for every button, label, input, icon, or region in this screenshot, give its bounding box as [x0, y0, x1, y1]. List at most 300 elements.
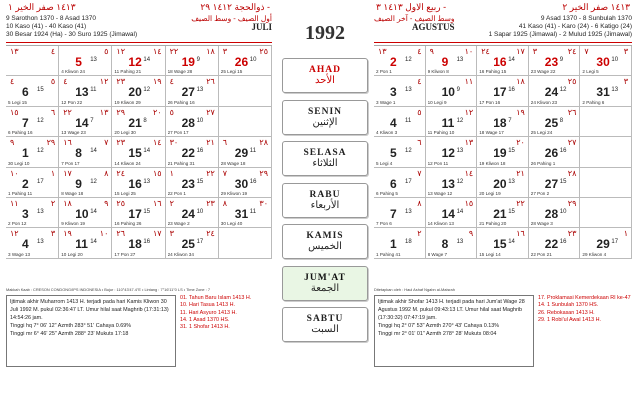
day-cell [580, 46, 632, 76]
day-cell [374, 137, 426, 167]
javanese-date: 10 Legi 20 [61, 251, 83, 257]
event-item: 14. 1 Asad 1370 HS. [180, 316, 230, 323]
event-item: 14. 1 Sunbulah 1370 HS. [538, 302, 599, 309]
note-line: Agustus 1992 M. pukul 09:43:13 LT. Umur hilal saat Maghrib [378, 307, 523, 313]
pasaran-number: 10 [196, 208, 204, 215]
javanese-date: 18 Wage 28 [167, 69, 193, 75]
hijri-date-alt: ١٨ [63, 198, 72, 208]
hijri-date-alt: ٩ [429, 47, 434, 56]
pasaran-number: 8 [143, 117, 147, 124]
javanese-date: 11 Pahing 21 [114, 69, 142, 75]
day-cell [477, 137, 529, 167]
javanese-date: 8 Wage 7 [427, 251, 448, 257]
day-cell [166, 228, 219, 258]
gregorian-date: 22 [544, 237, 559, 252]
hijri-header [6, 0, 272, 13]
javanese-date: 29 Kliwon 19 [220, 190, 248, 196]
javanese-date: 28 Wage 3 [530, 221, 553, 227]
hijri-date-alt: ٢٤ [481, 47, 490, 56]
javanese-date: 1 Pahing 11 [8, 190, 33, 196]
javanese-date: 30 Legi 40 [220, 221, 243, 227]
hijri-date: ٣ [50, 229, 56, 239]
day-cell [374, 107, 426, 137]
hijri-date: ١٥ [464, 198, 474, 208]
pasaran-number: 12 [143, 87, 151, 94]
hijri-date-alt: ١٩ [63, 229, 72, 239]
pasaran-number: 11 [249, 208, 257, 215]
day-cell [580, 168, 632, 198]
gregorian-date: 5 [390, 146, 397, 161]
hijri-date: ٧ [417, 168, 422, 178]
note-line: Ijtimak akhir Shofar 1413 H. terjadi pada hari Jum'at Wage 28 [378, 299, 525, 305]
day-cell [580, 137, 632, 167]
gregorian-date: 11 [75, 237, 88, 252]
pasaran-number: 12 [559, 87, 567, 94]
javanese-date: 26 Pahing 1 [530, 160, 556, 166]
hijri-date-alt: ١٢ [116, 47, 125, 56]
gregorian-date: 2 [22, 176, 29, 191]
javanese-date: 15 Legi 25 [114, 190, 136, 196]
pasaran-number: 14 [143, 148, 151, 155]
hijri-date-alt: ١ [169, 168, 174, 178]
day-cell [477, 228, 529, 258]
javanese-date: 14 Kliwon 24 [114, 160, 141, 166]
gregorian-date: 12 [128, 55, 142, 69]
hijri-date: ٨ [417, 198, 422, 208]
hijri-date: ٢٩ [46, 138, 56, 148]
day-cell [166, 46, 219, 76]
pasaran-number: 13 [37, 239, 44, 246]
javanese-date: 7 Pon 6 [376, 221, 392, 227]
javanese-date: 6 Pahing 16 [8, 130, 33, 136]
gregorian-date: 17 [128, 206, 142, 221]
gregorian-date: 4 [390, 115, 397, 130]
weekday-latin: RABU [309, 189, 341, 200]
pasaran-number: 8 [559, 117, 564, 124]
day-cell [6, 168, 59, 198]
day-cell [529, 168, 581, 198]
hijri-date: ٩ [104, 198, 109, 208]
javanese-date: 27 Pon 17 [167, 130, 189, 136]
pasaran-number: 12 [456, 178, 464, 185]
gregorian-date: 28 [544, 206, 559, 221]
hijri-date: ١٤ [153, 138, 162, 148]
hijri-date-alt: ٢٩ [116, 107, 125, 117]
event-item: 29. 1 Robi'ul Awal 1413 H. [538, 316, 601, 323]
event-item: 31. 1 Shofar 1413 H. [180, 324, 230, 331]
pasaran-number: 9 [559, 57, 564, 63]
hijri-date: ١٢ [464, 107, 474, 117]
day-cell [477, 46, 529, 76]
day-cell [219, 107, 272, 137]
left-footline: Makkah Kaab : CRESON CONDONG/IPS INDONESIA • Bujur : 110°43'47.4"E • Lintang : 7°16'11"0 LS • Time Zone : 7 [6, 287, 210, 292]
javanese-date: 14 Kliwon 13 [427, 221, 454, 227]
pasaran-number: 10 [249, 57, 257, 63]
day-cell [529, 137, 581, 167]
pasaran-number: 16 [143, 239, 151, 246]
javanese-date: 17 Pon 27 [114, 251, 136, 257]
hijri-date-alt: ٢٢ [63, 107, 72, 117]
pasaran-number: 17 [405, 178, 412, 185]
hijri-date: ٢٨ [259, 138, 268, 148]
day-cell [112, 168, 165, 198]
hijri-date: ٢٢ [516, 198, 525, 208]
weekday-rabu [282, 183, 368, 218]
gregorian-date: 31 [596, 85, 610, 100]
pasaran-number: 17 [196, 239, 204, 246]
javanese-date: 6 Pahing 5 [376, 190, 398, 196]
hijri-date: ٤ [50, 47, 56, 56]
javanese-date: 28 Wage 18 [220, 160, 246, 166]
gregorian-date: 19 [181, 55, 195, 69]
javanese-date: 16 Pahing 26 [114, 221, 142, 227]
javanese-date: 2 Legi 5 [582, 69, 599, 75]
day-cell [112, 137, 165, 167]
day-cell [166, 168, 219, 198]
day-cell [426, 228, 478, 258]
gregorian-date: 14 [75, 115, 89, 130]
season-header: وسط الصيف - آخر الصيف [374, 14, 455, 23]
hijri-date-alt: ٥ [169, 107, 174, 117]
day-cell [6, 228, 59, 258]
weekday-latin: SELASA [303, 148, 347, 158]
gregorian-date: 29 [234, 146, 249, 161]
right-footline: Ditetapkan oleh : Haul Ashaf Ngabn al-Maisrah [374, 287, 455, 292]
gregorian-date: 21 [493, 206, 507, 221]
pasaran-number: 12 [456, 117, 464, 124]
hijri-date-alt: ١٣ [10, 47, 19, 56]
pasaran-number: 10 [611, 57, 619, 63]
hijri-date-alt: ٢٢ [169, 47, 179, 56]
pasaran-number: 14 [508, 57, 515, 63]
hijri-date: ١٧ [153, 229, 162, 239]
pasaran-number: 14 [143, 57, 151, 63]
hijri-date: ١٨ [206, 47, 215, 56]
weekday-kamis [282, 224, 368, 259]
day-cell [529, 107, 581, 137]
weekday-selasa [282, 141, 368, 176]
hijri-date: ٢٧ [567, 138, 577, 148]
gregorian-date: 17 [493, 85, 507, 100]
day-cell [6, 76, 59, 106]
note-line: Tinggi hq 7° 06' 12" Azmth 283° 51' Cahaya 0.69% [10, 323, 132, 329]
gregorian-date: 25 [181, 237, 195, 252]
pasaran-number: 16 [559, 148, 567, 155]
gregorian-date: 3 [22, 206, 29, 221]
august-events [538, 295, 634, 324]
weekday-latin: AHAD [309, 65, 341, 75]
season-header: أول الصيف - وسط الصيف [191, 14, 272, 23]
javanese-date: 13 Wage 23 [61, 130, 86, 136]
javanese-date: 17 Pon 16 [479, 99, 501, 105]
javanese-date: 5 Legi 15 [8, 99, 27, 105]
hijri-date-alt: ٤ [169, 77, 174, 87]
hijri-date-alt: ٣ [532, 47, 538, 56]
weekday-arabic: الأحد [315, 75, 335, 86]
hijri-date: ١٠ [464, 47, 474, 56]
pasaran-number: 12 [37, 117, 44, 124]
javanese-date: 19 Kliwon 29 [114, 99, 141, 105]
gregorian-date: 9 [441, 55, 449, 69]
day-cell [529, 228, 581, 258]
gregorian-date: 20 [128, 85, 142, 100]
javanese-date: 27 Pon 2 [530, 190, 550, 196]
javanese-date: 9 Kliwon 8 [427, 69, 449, 75]
day-cell [6, 46, 59, 76]
javanese-date: 9 Kliwon 19 [61, 221, 85, 227]
gregorian-date: 1 [22, 146, 29, 161]
javanese-date: 2 Pon 12 [8, 221, 27, 227]
hijri-date: ١٨ [516, 77, 525, 87]
gregorian-date: 19 [493, 146, 507, 161]
javanese-date: 21 Pahing 31 [167, 160, 195, 166]
hijri-start: ١٤١٣ صفر الخير ١ [8, 2, 76, 12]
gregorian-date: 9 [75, 176, 82, 191]
hijri-date-alt: ٢٥ [116, 198, 125, 208]
gregorian-date: 20 [493, 176, 507, 191]
hijri-date: ١٠ [99, 229, 109, 239]
javanese-date: 16 Pahing 15 [479, 69, 507, 75]
hijri-date-alt: ١١ [10, 198, 19, 208]
event-item: 10. Hari Tasua 1413 H. [180, 302, 236, 309]
hijri-date: ٢٠ [516, 138, 525, 148]
event-item: 11. Hari Asyuro 1413 H. [180, 309, 237, 316]
gregorian-date: 28 [181, 115, 195, 130]
javanese-date: 19 Kliwon 18 [479, 160, 506, 166]
pasaran-number: 14 [90, 208, 97, 215]
pasaran-number: 13 [611, 87, 619, 94]
pasaran-number: 11 [90, 87, 97, 94]
pasaran-number: 11 [249, 148, 257, 155]
gregorian-date: 4 [22, 237, 29, 252]
note-line: Tinggi mr 2° 01' 01" Azmth 278° 28' Mukuts 08:04 [378, 331, 497, 337]
hijri-date-alt: ٦ [222, 138, 228, 148]
javanese-date: 20 Legi 19 [479, 190, 501, 196]
pasaran-number: 11 [405, 117, 412, 124]
gregorian-date: 10 [441, 85, 455, 100]
hijri-date: ٣ [623, 47, 628, 56]
hijri-date: ٤ [417, 47, 422, 56]
gregorian-date: 27 [181, 85, 195, 100]
day-cell [112, 107, 165, 137]
hijri-date-alt: ١٥ [10, 107, 19, 117]
day-cell [426, 198, 478, 228]
javanese-date: 5 Legi 4 [376, 160, 393, 166]
weekday-arabic: الجمعة [310, 282, 340, 294]
gregorian-date: 26 [234, 55, 249, 69]
weekday-arabic: الخميس [308, 241, 342, 252]
day-cell [112, 46, 165, 76]
hijri-date: ٢٧ [206, 107, 215, 117]
august-grid [374, 45, 632, 259]
pasaran-number: 10 [559, 208, 567, 215]
weekday-arabic: الإثنين [312, 116, 338, 128]
note-line: Tinggi mr 6° 46' 25" Azmth 288° 23' Mukuts 17:18 [10, 331, 129, 337]
weekday-arabic: الأربعاء [310, 199, 340, 211]
gregorian-date: 5 [75, 55, 82, 69]
hijri-date: ٦ [50, 107, 56, 117]
day-cell [374, 76, 426, 106]
hijri-date: ١ [50, 168, 56, 178]
pasaran-number: 16 [249, 178, 257, 185]
day-cell [580, 107, 632, 137]
pasaran-number: 12 [90, 178, 97, 185]
gregorian-date: 29 [596, 237, 610, 252]
weekday-latin: KAMIS [306, 231, 344, 241]
hijri-date-alt: ٣ [169, 229, 174, 239]
event-item: 01. Tahun Baru Islam 1413 H. [180, 295, 252, 301]
javanese-date: 3 Wage 1 [376, 99, 396, 105]
hijri-date: ١٢ [99, 77, 109, 87]
day-cell [477, 168, 529, 198]
hijri-start: ١٤١٣ صفر الخير ٢ [562, 2, 630, 12]
gregorian-date: 30 [596, 55, 610, 69]
day-cell [374, 198, 426, 228]
hijri-date: ١ [623, 229, 628, 239]
javanese-date: 22 Pon 1 [167, 190, 186, 196]
hijri-date: ٢٤ [567, 47, 577, 56]
day-cell [219, 198, 272, 228]
hijri-date: ٣ [623, 77, 628, 87]
javanese-date: 3 Wage 13 [8, 251, 31, 257]
pasaran-number: 15 [559, 178, 567, 185]
javanese-date: 23 Wage 2 [167, 221, 190, 227]
hijri-date-alt: ١٢ [10, 229, 19, 239]
hijri-date: ٢٩ [259, 168, 268, 178]
gregorian-date: 11 [441, 115, 455, 130]
july-ijtimak-note [6, 295, 176, 367]
pasaran-number: 13 [405, 208, 412, 215]
day-cell [219, 228, 272, 258]
gregorian-date: 27 [544, 176, 559, 191]
event-item: 26. Rebokasan 1413 H. [538, 309, 595, 316]
hijri-date: ٢٢ [206, 168, 215, 178]
hijri-date: ٣٠ [259, 198, 268, 208]
hijri-date-alt: ٢٣ [116, 77, 125, 87]
javanese-date: 30 Legi 10 [8, 160, 30, 166]
javanese-date: 15 Legi 14 [479, 251, 501, 257]
day-cell [580, 76, 632, 106]
hijri-date: ٢٥ [567, 77, 577, 87]
hijri-date: ٥ [417, 107, 422, 117]
hijri-date: ١٦ [153, 198, 162, 208]
hijri-date: ١٣ [99, 107, 109, 117]
gregorian-date: 23 [544, 55, 559, 69]
hijri-date: ٢٩ [567, 198, 577, 208]
hijri-date-alt: ٣٠ [169, 138, 179, 148]
day-cell [477, 107, 529, 137]
weekday-column [282, 58, 368, 349]
gregorian-date: 16 [493, 55, 507, 69]
day-cell [59, 76, 112, 106]
gregorian-date: 10 [75, 206, 89, 221]
pasaran-number: 17 [611, 239, 619, 246]
note-line: 14:54:26 jam. [10, 315, 43, 321]
day-cell [219, 76, 272, 106]
javanese-date: 2 Pon 1 [376, 69, 392, 75]
hijri-date-alt: ١٧ [63, 168, 72, 178]
hijri-date: ١٥ [153, 168, 162, 178]
month-title: AGUSTUS [412, 22, 455, 32]
year-title: 1992 [305, 22, 345, 44]
hijri-date-alt: ١٠ [10, 168, 19, 178]
javanese-date: 22 Pon 21 [530, 251, 552, 257]
gregorian-date: 18 [128, 237, 142, 252]
pasaran-number: 16 [196, 148, 204, 155]
note-line: Tinggi hq 2° 07' 53" Azmth 270° 43' Cahaya 0.13% [378, 323, 500, 329]
july-grid [6, 45, 272, 259]
gregorian-date: 8 [441, 237, 449, 252]
july-events [180, 295, 272, 331]
javanese-date: 11 Pahing 10 [427, 130, 455, 136]
gregorian-date: 13 [441, 176, 455, 191]
hijri-date: ١٣ [464, 138, 474, 148]
gregorian-date: 25 [544, 115, 559, 130]
day-cell [166, 107, 219, 137]
gregorian-date: 16 [128, 176, 142, 191]
day-cell [112, 228, 165, 258]
pasaran-number: 10 [196, 117, 204, 124]
day-cell [529, 46, 581, 76]
day-cell [166, 76, 219, 106]
javanese-date: 21 Pahing 20 [479, 221, 507, 227]
hijri-date-alt: ٧ [584, 47, 589, 56]
day-cell [374, 46, 426, 76]
gregorian-date: 12 [441, 146, 455, 161]
pasaran-number: 14 [456, 208, 464, 215]
javanese-date: 1 Pahing 41 [376, 251, 401, 257]
pasaran-number: 13 [143, 178, 151, 185]
javanese-date: 24 Kliwon 34 [167, 251, 194, 257]
gregorian-date: 3 [390, 85, 397, 100]
hijri-date: ٥ [50, 77, 56, 87]
day-cell [529, 198, 581, 228]
day-cell [477, 198, 529, 228]
hijri-date: ٢٣ [206, 198, 215, 208]
day-cell [112, 198, 165, 228]
hijri-date-alt: ١٣ [378, 47, 387, 56]
day-cell [374, 228, 426, 258]
pasaran-number: 15 [508, 148, 515, 155]
hijri-date-alt: ٩ [10, 138, 15, 148]
pasaran-number: 7 [508, 117, 512, 124]
pasaran-number: 13 [196, 87, 204, 94]
pasaran-number: 15 [508, 208, 515, 215]
pasaran-number: 16 [559, 239, 567, 246]
hijri-date: ١٩ [516, 107, 525, 117]
javanese-date: 26 Pahing 16 [167, 99, 195, 105]
hijri-date-alt: ٢٦ [116, 229, 125, 239]
gregorian-date: 7 [390, 206, 397, 221]
day-cell [426, 168, 478, 198]
pasaran-number: 16 [508, 87, 515, 94]
month-header [6, 13, 272, 43]
pasaran-number: 15 [196, 178, 204, 185]
day-cell [59, 228, 112, 258]
info-line: 10 Kaso (41) - 40 Kaso (41) [6, 23, 87, 30]
hijri-date: ٢٤ [206, 229, 215, 239]
weekday-latin: JUM'AT [304, 272, 346, 283]
hijri-date: ٢١ [206, 138, 215, 148]
hijri-date: ٩ [468, 229, 474, 239]
pasaran-number: 13 [90, 57, 97, 63]
javanese-date: 2 Pahing 6 [582, 99, 605, 105]
hijri-date: ٢٠ [153, 107, 162, 117]
weekday-latin: SENIN [307, 106, 343, 117]
javanese-date: 4 Kliwon 3 [376, 130, 398, 136]
day-cell [374, 168, 426, 198]
gregorian-date: 18 [493, 115, 507, 130]
